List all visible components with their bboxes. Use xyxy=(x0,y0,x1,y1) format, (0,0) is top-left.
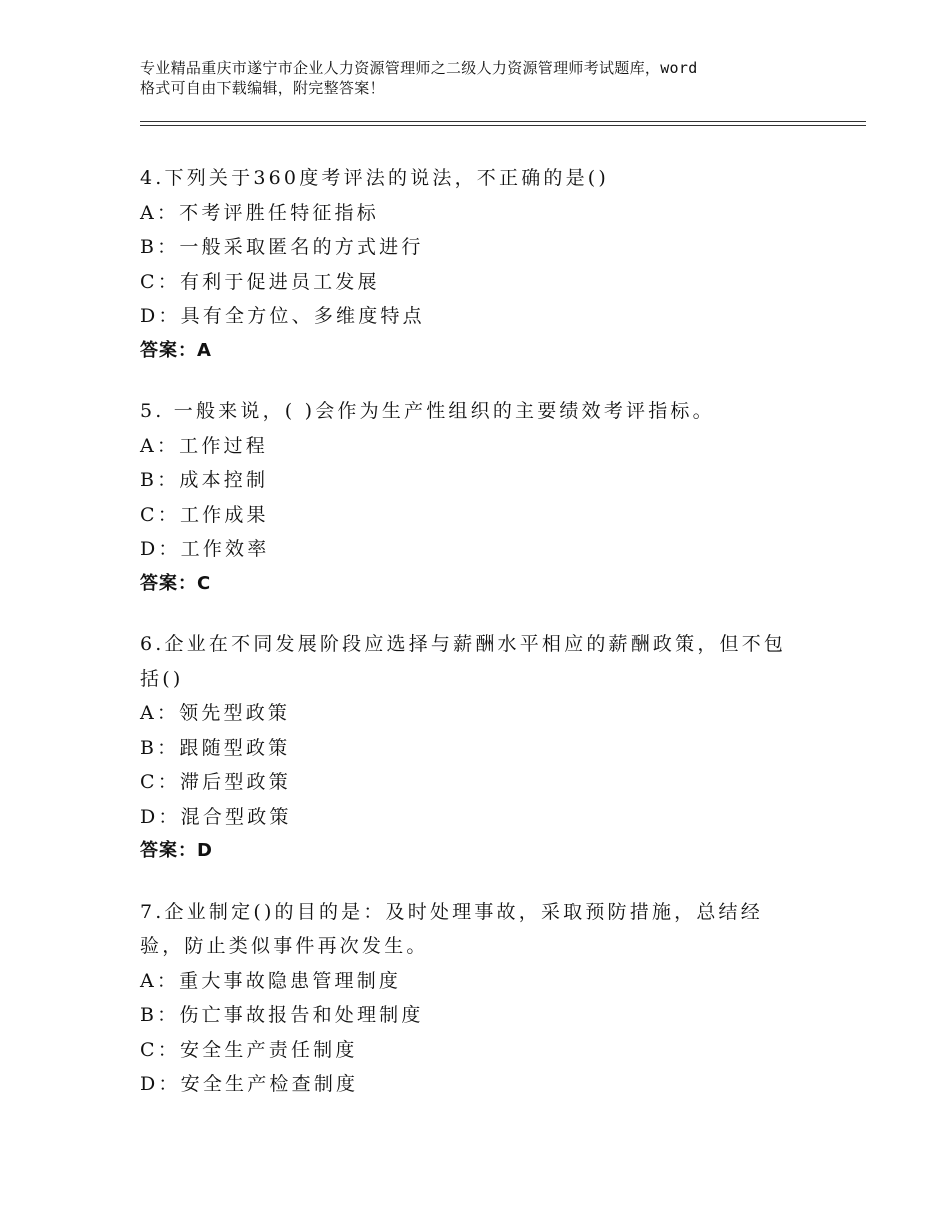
option-b: B：一般采取匿名的方式进行 xyxy=(140,236,424,258)
option-a: A：不考评胜任特征指标 xyxy=(140,201,379,224)
question-stem: 5. 一般来说，( )会作为生产性组织的主要绩效考评指标。 xyxy=(140,400,715,422)
option-a: A：工作过程 xyxy=(140,434,268,457)
option-c: C：有利于促进员工发展 xyxy=(140,270,380,293)
document-header xyxy=(140,58,840,98)
option-c: C：安全生产责任制度 xyxy=(140,1038,358,1061)
question-list xyxy=(140,161,830,1128)
option-a: A：重大事故隐患管理制度 xyxy=(140,969,402,992)
question-stem: 7.企业制定()的目的是：及时处理事故，采取预防措施，总结经验，防止类似事件再次发生。 xyxy=(140,900,763,957)
option-d: D：安全生产检查制度 xyxy=(140,1073,359,1095)
answer-label: 答案：C xyxy=(140,572,212,594)
answer-label: 答案：D xyxy=(140,840,213,861)
option-c: C：工作成果 xyxy=(140,503,269,526)
question-stem: 4.下列关于360度考评法的说法，不正确的是() xyxy=(140,167,610,189)
question-5 xyxy=(140,394,830,601)
header-divider-bottom xyxy=(140,125,866,126)
question-stem: 6.企业在不同发展阶段应选择与薪酬水平相应的薪酬政策，但不包括() xyxy=(140,633,787,690)
header-divider-top xyxy=(140,121,866,122)
option-a: A：领先型政策 xyxy=(140,702,291,724)
option-b: B：跟随型政策 xyxy=(140,736,291,759)
question-4 xyxy=(140,161,830,368)
answer-label: 答案：A xyxy=(140,339,212,361)
option-d: D：混合型政策 xyxy=(140,805,292,828)
option-d: D：工作效率 xyxy=(140,538,270,560)
option-c: C：滞后型政策 xyxy=(140,771,291,793)
question-7 xyxy=(140,895,830,1102)
header-line-2: 格式可自由下载编辑，附完整答案！ xyxy=(140,79,385,97)
option-d: D：具有全方位、多维度特点 xyxy=(140,305,425,327)
option-b: B：伤亡事故报告和处理制度 xyxy=(140,1004,424,1026)
question-6 xyxy=(140,627,830,869)
option-b: B：成本控制 xyxy=(140,469,269,491)
header-line-1: 专业精品重庆市遂宁市企业人力资源管理师之二级人力资源管理师考试题库，word xyxy=(140,59,698,77)
